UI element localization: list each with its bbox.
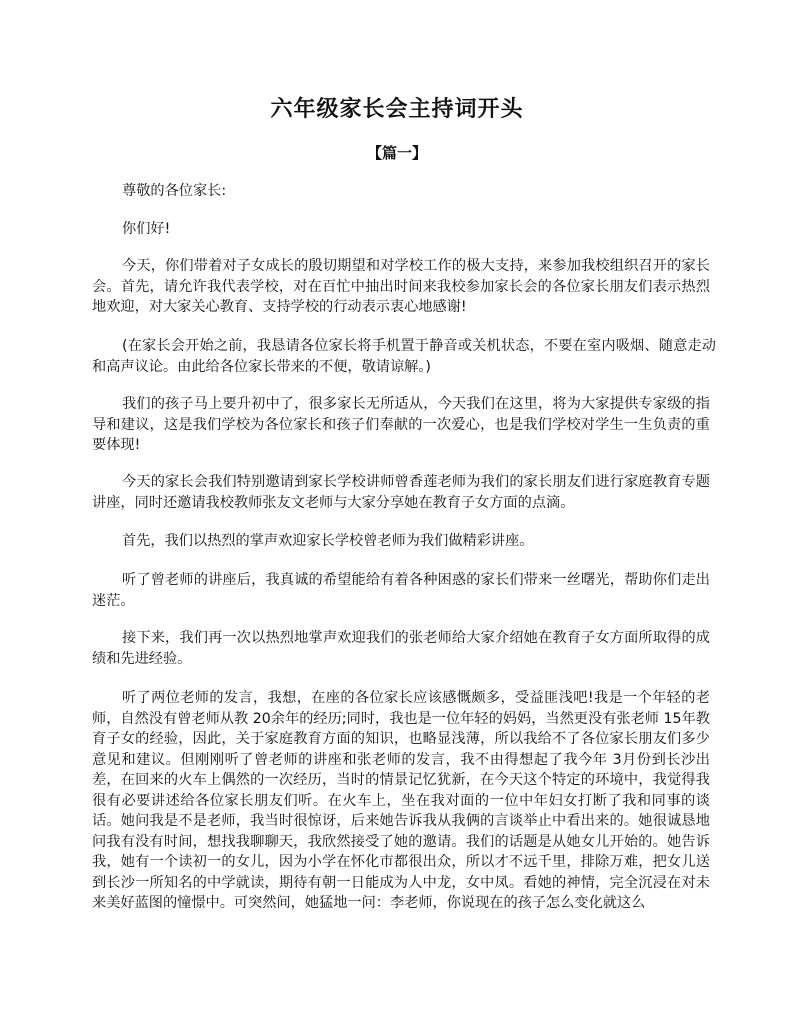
notice-paragraph: (在家长会开始之前，我恳请各位家长将手机置于静音或关机状态，不要在室内吸烟、随意走动和高声议论。由此给各位家长带来的不便，敬请谅解。)	[92, 338, 716, 375]
after-lecture-paragraph: 听了曾老师的讲座后，我真诚的希望能给有着各种困惑的家长们带来一丝曙光，帮助你们走出迷茫。	[92, 572, 710, 609]
section-label: 【篇一】	[366, 144, 427, 162]
document-title: 六年级家长会主持词开头	[270, 96, 524, 122]
story-paragraph: 听了两位老师的发言，我想，在座的各位家长应该感慨颇多，受益匪浅吧!我是一个年轻的老师，自然没有曾老师从教 20余年的经历;同时，我也是一位年轻的妈妈，当然更没有张老师 15年教育子女的经验，因此，关于家庭教育方面的知识，也略显浅薄，所以我给不了各位家长朋友们多少意见和建议。但刚刚听了曾老师的讲座和张老师的发言，我不由得想起了我今年 3月份到长沙出差，在回来的火车上偶然的一次经历，当时的情景记忆犹新，在今天这个特定的环境中，我觉得我很有必要讲述给各位家长朋友们听。在火车上，坐在我对面的一位中年妇女打断了我和同事的谈话。她问我是不是老师，我当时很惊讶，后来她告诉我从我俩的言谈举止中看出来的。她很诚恳地问我有没有时间，想找我聊聊天，我欣然接受了她的邀请。我们的话题是从她女儿开始的。她告诉我，她有一个读初一的女儿，因为小学在怀化市都很出众，所以才不远千里，排除万难，把女儿送到长沙一所知名的中学就读，期待有朝一日能成为人中龙，女中凤。看她的神情，完全沉浸在对未来美好蓝图的憧憬中。可突然间，她猛地一问：李老师，你说现在的孩子怎么变化就这么	[92, 690, 710, 911]
invitation-paragraph: 今天的家长会我们特别邀请到家长学校讲师曾香莲老师为我们的家长朋友们进行家庭教育专题讲座，同时还邀请我校教师张友文老师与大家分享她在教育子女方面的点滴。	[92, 474, 710, 511]
second-speaker-paragraph: 接下来，我们再一次以热烈地掌声欢迎我们的张老师给大家介绍她在教育子女方面所取得的成绩和先进经验。	[92, 630, 710, 667]
salutation-paragraph: 尊敬的各位家长:	[122, 183, 227, 199]
welcome-paragraph: 今天，你们带着对子女成长的殷切期望和对学校工作的极大支持，来参加我校组织召开的家长会。首先，请允许我代表学校，对在百忙中抽出时间来我校参加家长会的各位家长朋友们表示热烈地欢迎，对大家关心教育、支持学校的行动表示衷心地感谢!	[92, 258, 710, 315]
greeting-paragraph: 你们好!	[122, 221, 171, 237]
purpose-paragraph: 我们的孩子马上要升初中了，很多家长无所适从，今天我们在这里，将为大家提供专家级的指导和建议，这是我们学校为各位家长和孩子们奉献的一次爱心，也是我们学校对学生一生负责的重要体现!	[92, 396, 710, 453]
first-speaker-paragraph: 首先，我们以热烈的掌声欢迎家长学校曾老师为我们做精彩讲座。	[122, 533, 534, 549]
